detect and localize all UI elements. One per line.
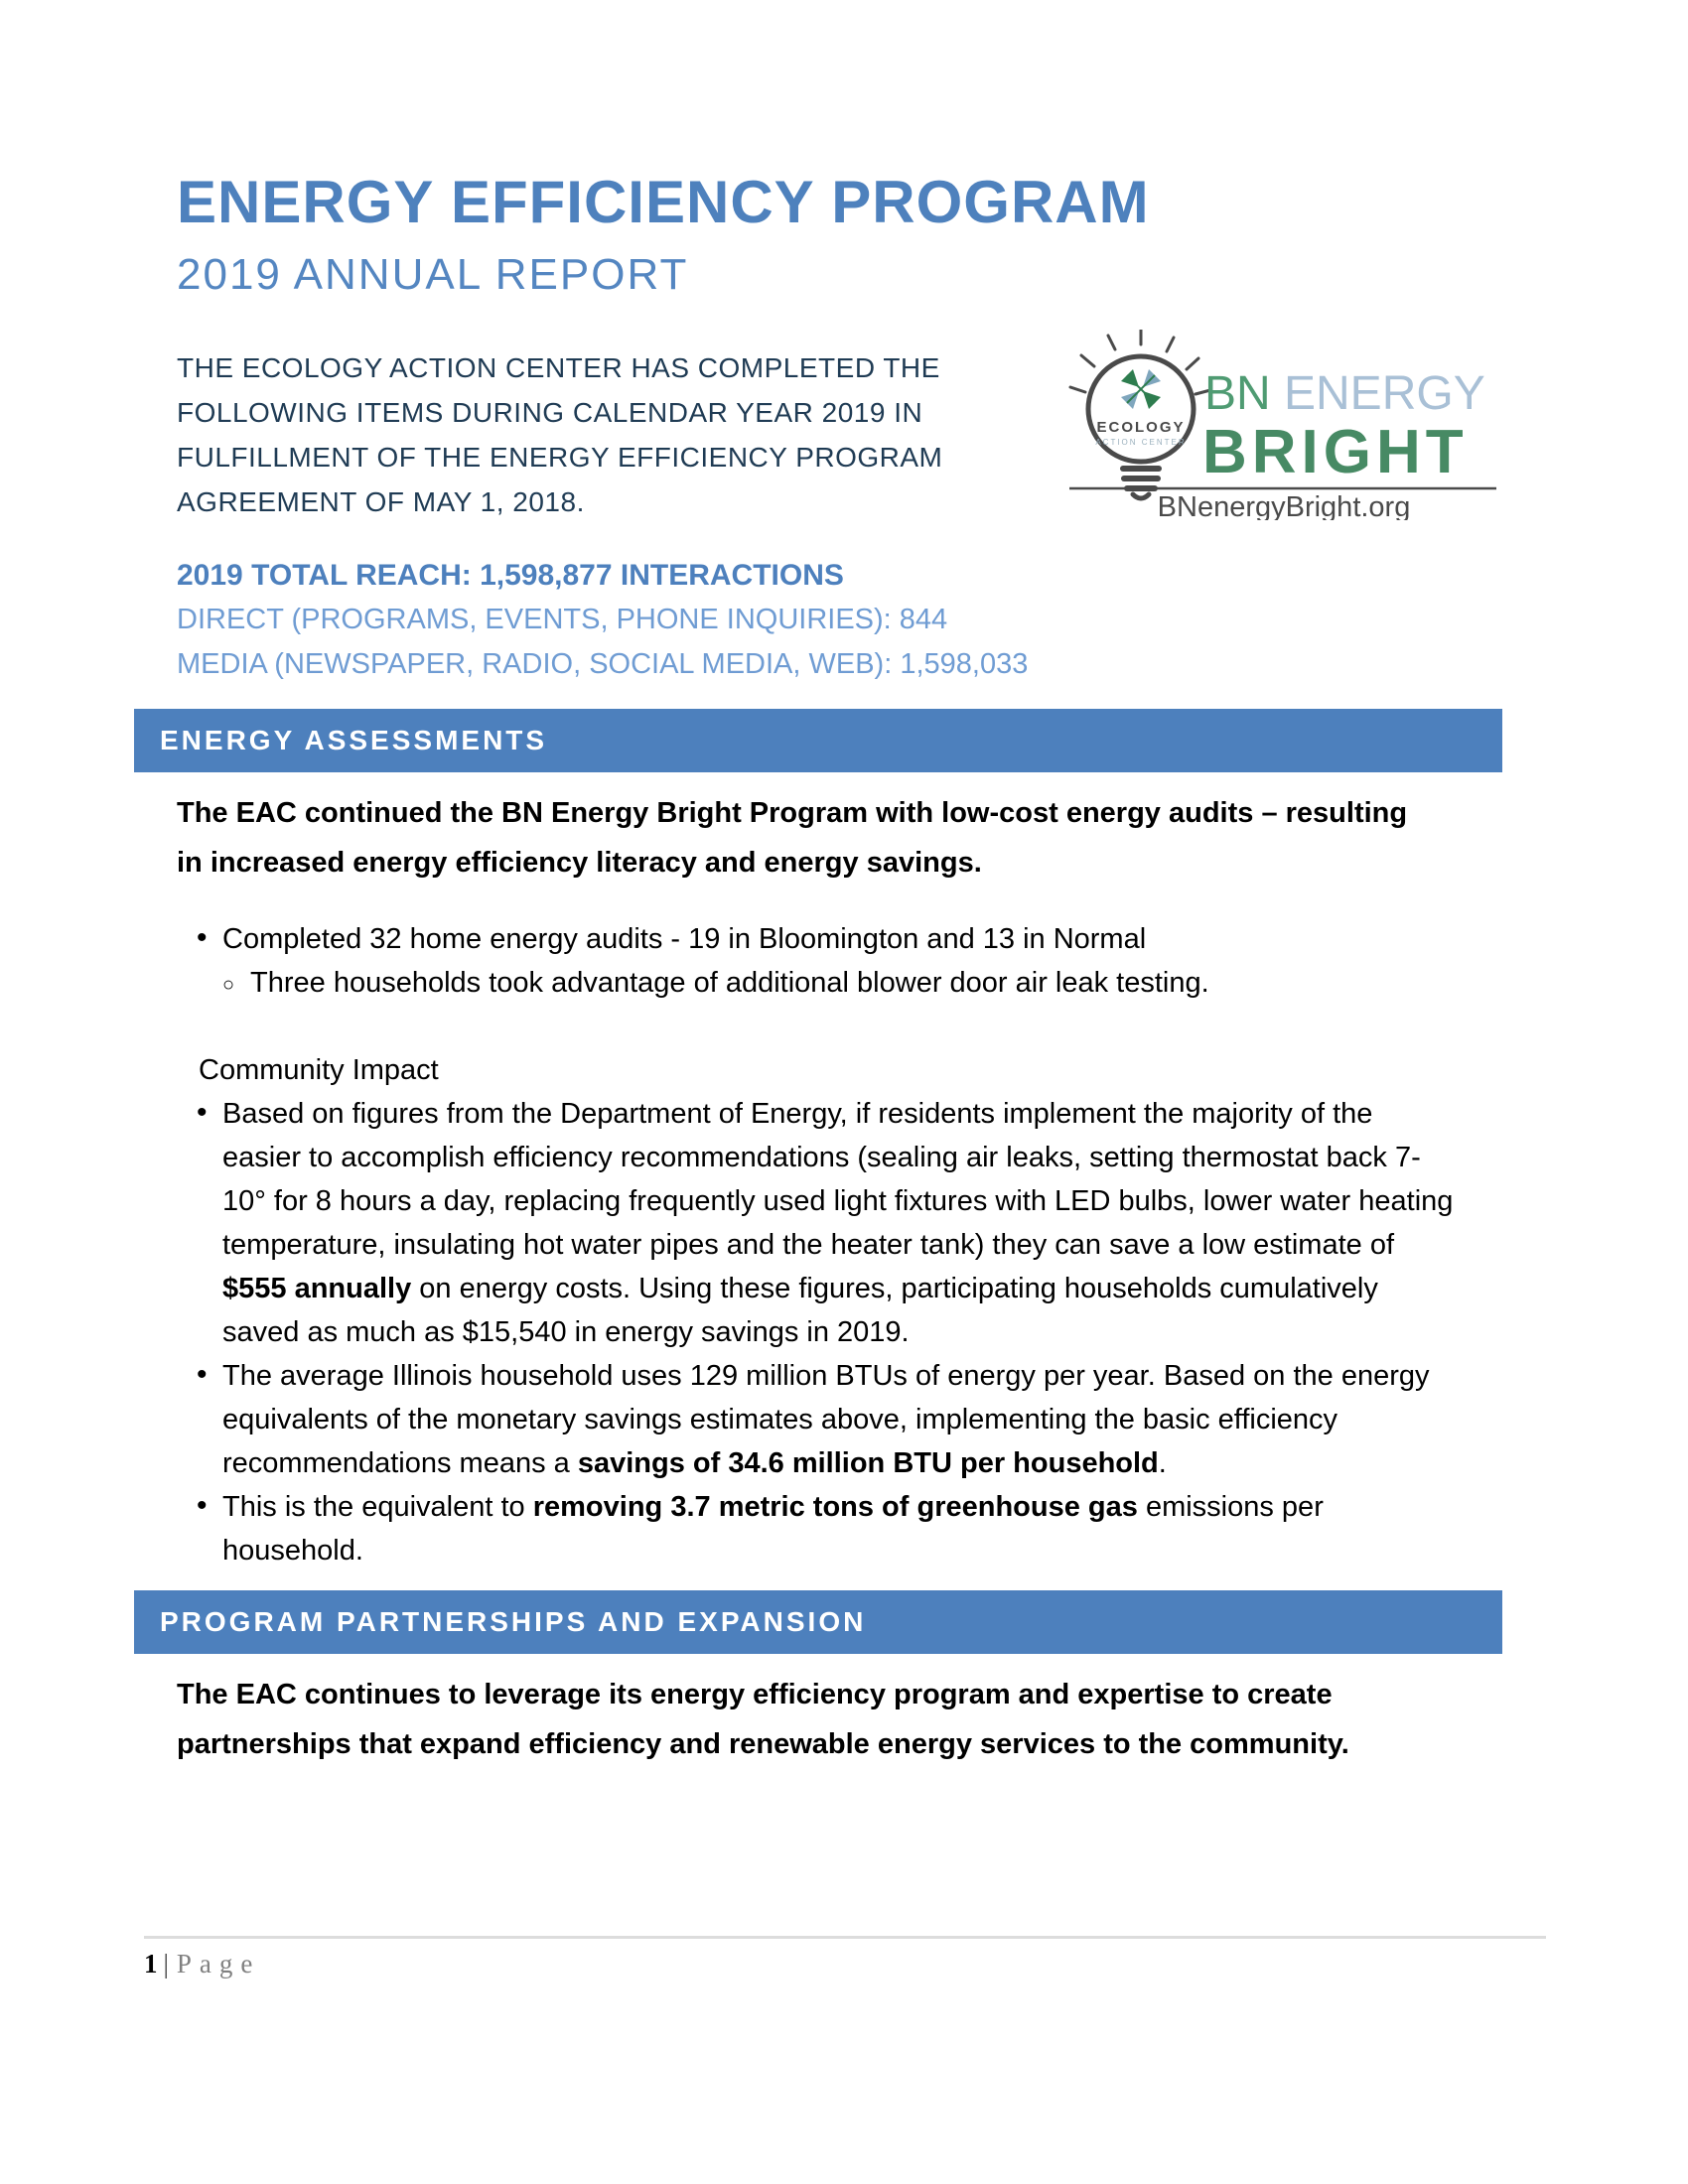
reach-summary <box>177 553 1502 687</box>
impact2-text-bold: savings of 34.6 million BTU per household <box>577 1446 1159 1479</box>
page-label: Page <box>176 1949 261 1979</box>
impact2-text-post: . <box>1158 1446 1167 1479</box>
logo-energy-text: ENERGY <box>1284 366 1485 420</box>
media-reach-line: MEDIA (NEWSPAPER, RADIO, SOCIAL MEDIA, WEB): 1,598,033 <box>177 647 1029 680</box>
logo-url-text: BNenergyBright.org <box>1157 490 1411 520</box>
audit-bullet-list <box>177 917 1502 1005</box>
section-heading-program-partnerships: PROGRAM PARTNERSHIPS AND EXPANSION <box>134 1590 1502 1654</box>
intro-section <box>177 345 1502 525</box>
impact2-text-pre: The average Illinois household uses 129 million BTUs of energy per year. Based on the energy equivalents of the monetary savings estimates above, implementing the basic efficiency recommendations means a <box>222 1359 1430 1479</box>
logo-graphic <box>1054 330 1502 520</box>
impact3-text-post: emissions per household. <box>222 1490 1324 1567</box>
list-item <box>177 1485 1458 1572</box>
impact3-text-bold: removing 3.7 metric tons of greenhouse gas <box>532 1490 1138 1523</box>
logo-bright-text: BRIGHT <box>1202 417 1469 486</box>
section-heading-energy-assessments: ENERGY ASSESSMENTS <box>134 709 1502 772</box>
community-impact-list <box>177 1092 1502 1572</box>
logo-ecology-label: ECOLOGY <box>1096 418 1186 436</box>
list-item <box>177 1092 1458 1354</box>
list-item: ○ Three households took advantage of additional blower door air leak testing. <box>177 961 1477 1005</box>
partnerships-lead-paragraph: The EAC continues to leverage its energy efficiency program and expertise to create partnerships that expand efficiency and renewable energy services to the community. <box>177 1678 1349 1760</box>
list-item: • Completed 32 home energy audits - 19 in Bloomington and 13 in Normal <box>177 917 1458 961</box>
logo-bn-text: BN <box>1204 366 1271 420</box>
impact1-text-pre: Based on figures from the Department of Energy, if residents implement the majority of the easier to accomplish efficiency recommendations (sealing air leaks, setting thermostat back 7-10° for 8 hours a day, replacing frequently used light fixtures with LED bulbs, lower water heating temperature, insulating hot water pipes and the heater tank) they can save a low estimate of <box>222 1097 1454 1261</box>
page-title: ENERGY EFFICIENCY PROGRAM <box>177 169 1150 235</box>
direct-reach-line: DIRECT (PROGRAMS, EVENTS, PHONE INQUIRIES): 844 <box>177 603 948 635</box>
page-number: 1 <box>144 1949 158 1979</box>
assessments-lead-paragraph: The EAC continued the BN Energy Bright Program with low-cost energy audits – resulting in increased energy efficiency literacy and energy savings. <box>177 796 1408 879</box>
page-subtitle: 2019 ANNUAL REPORT <box>177 250 689 300</box>
total-reach-line: 2019 TOTAL REACH: 1,598,877 INTERACTIONS <box>177 558 844 592</box>
footer-separator: | <box>163 1949 169 1979</box>
logo-action-center-label: ACTION CENTER <box>1095 437 1187 447</box>
impact3-text-pre: This is the equivalent to <box>222 1490 533 1523</box>
bn-energy-bright-logo <box>1054 330 1502 525</box>
page-footer <box>144 1936 1546 1979</box>
community-impact-label: Community Impact <box>199 1053 439 1086</box>
impact1-text-bold: $555 annually <box>222 1272 412 1304</box>
impact1-text-post: on energy costs. Using these figures, participating households cumulatively saved as much as $15,540 in energy savings in 2019. <box>222 1272 1378 1348</box>
list-item <box>177 1354 1458 1485</box>
intro-paragraph: THE ECOLOGY ACTION CENTER HAS COMPLETED THE FOLLOWING ITEMS DURING CALENDAR YEAR 2019 IN FULFILLMENT OF THE ENERGY EFFICIENCY PROGRAM AGREEMENT OF MAY 1, 2018. <box>177 351 943 517</box>
